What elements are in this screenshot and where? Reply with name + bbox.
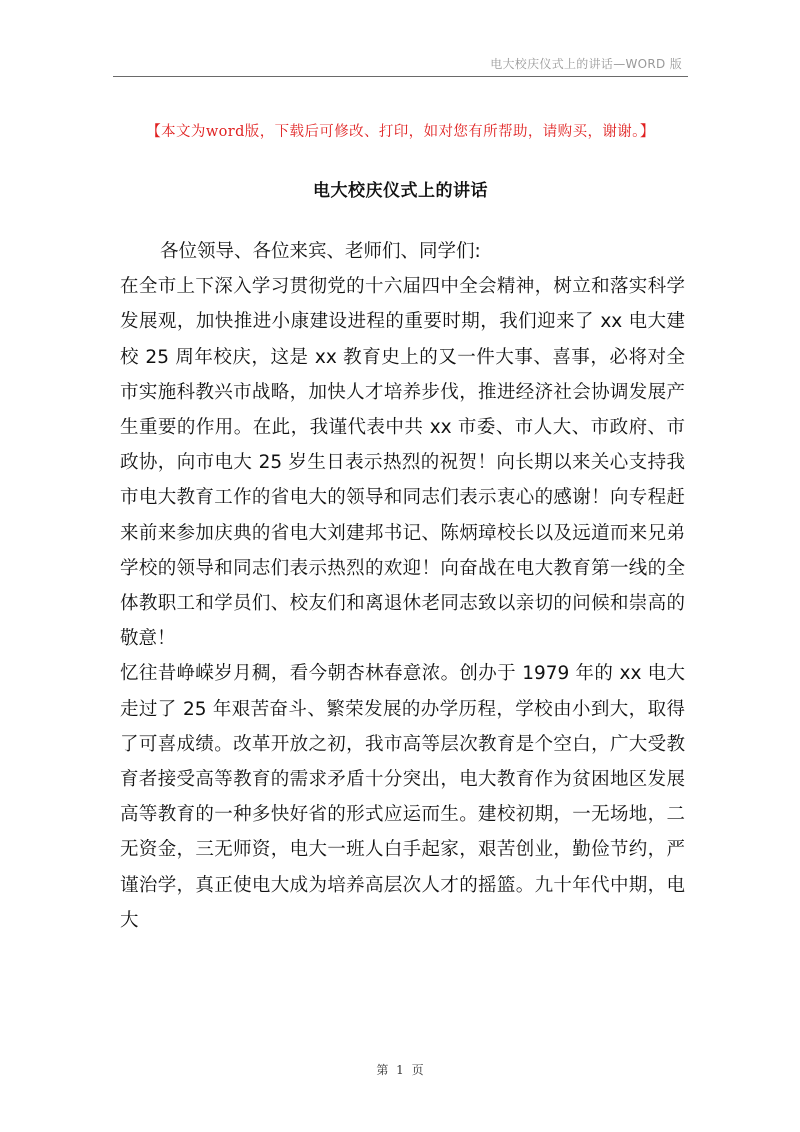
document-body bbox=[120, 234, 685, 938]
running-header: 电大校庆仪式上的讲话—WORD 版 bbox=[490, 57, 682, 71]
download-notice: 【本文为word版，下载后可修改、打印，如对您有所帮助，请购买，谢谢。】 bbox=[146, 124, 655, 140]
salutation: 各位领导、各位来宾、老师们、同学们: bbox=[160, 241, 481, 262]
page-number: 1 bbox=[396, 1063, 404, 1077]
header-divider bbox=[113, 76, 688, 77]
document-title: 电大校庆仪式上的讲话 bbox=[313, 181, 488, 201]
page-prefix: 第 bbox=[376, 1063, 389, 1077]
page-footer bbox=[0, 1061, 800, 1078]
paragraph-1: 在全市上下深入学习贯彻党的十六届四中全会精神，树立和落实科学发展观，加快推进小康建设进程的重要时期，我们迎来了 xx 电大建校 25 周年校庆，这是 xx 教育史上的又一件大事、喜事，必将对全市实施科教兴市战略，加快人才培养步伐，推进经济社会协调发展产生重要的作用。在此，我谨代表中共 xx 市委、市人大、市政府、市政协，向市电大 25 岁生日表示热烈的祝贺！向长期以来关心支持我市电大教育工作的省电大的领导和同志们表示衷心的感谢！向专程赶来前来参加庆典的省电大刘建邦书记、陈炳璋校长以及远道而来兄弟学校的领导和同志们表示热烈的欢迎！向奋战在电大教育第一线的全体教职工和学员们、校友们和离退休老同志致以亲切的问候和崇高的敬意！ bbox=[120, 276, 685, 650]
page-suffix: 页 bbox=[411, 1063, 424, 1077]
paragraph-2: 忆往昔峥嵘岁月稠，看今朝杏林春意浓。创办于 1979 年的 xx 电大走过了 25 年艰苦奋斗、繁荣发展的办学历程，学校由小到大，取得了可喜成绩。改革开放之初，我市高等层次教育是个空白，广大受教育者接受高等教育的需求矛盾十分突出，电大教育作为贫困地区发展高等教育的一种多快好省的形式应运而生。建校初期，一无场地，二无资金，三无师资，电大一班人白手起家，艰苦创业，勤俭节约，严谨治学，真正使电大成为培养高层次人才的摇篮。九十年代中期，电大 bbox=[120, 663, 685, 931]
